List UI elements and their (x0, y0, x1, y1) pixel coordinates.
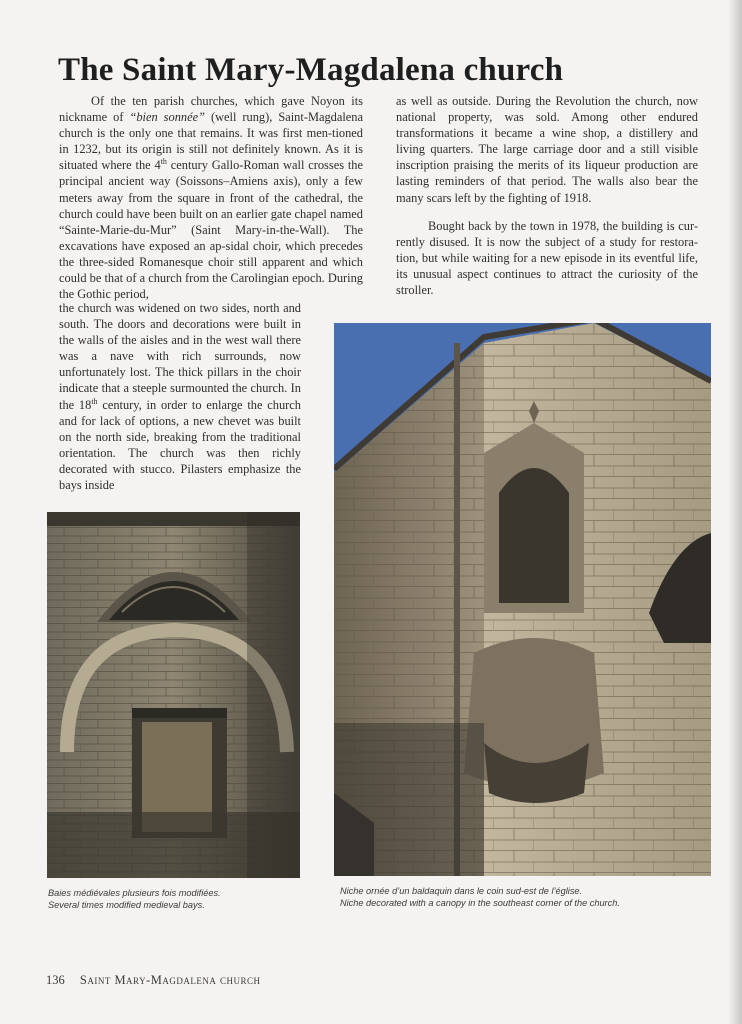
body-text-italic: “bien sonnée” (129, 110, 205, 125)
caption-right-french: Niche ornée d’un baldaquin dans le coin sud-est de l’église. (340, 886, 583, 896)
page-title: The Saint Mary-Magdalena church (58, 52, 564, 89)
caption-left-french: Baies médiévales plusieurs fois modifiées. (48, 888, 221, 898)
running-title: Saint Mary-Magdalena church (79, 973, 261, 987)
photo-niche-canopy-image (334, 323, 711, 876)
photo-medieval-bays-image (47, 512, 300, 878)
body-paragraph-col1-top (59, 93, 363, 302)
superscript: th (91, 396, 98, 406)
body-text: century Gallo-Roman wall crosses the principal ancient way (Soissons–Amiens axis), only a few meters away from the square in front of the cathedral, the church could have been built on an earlier gate chapel named “Sainte-Marie-du-Mur” (Saint Mary-in-the-Wall). The excavations have exposed an ap-sidal choir, which precedes the three-sided Romanesque choir still apparent and which could be that of a church from the Carolingian epoch. During the Gothic period, (59, 158, 363, 302)
body-text: the church was widened on two sides, north and south. The doors and decorations were built in the walls of the aisles and in the west wall there was a nave with rich surrounds, now unfortunately lost. The thick pillars in the choir indicate that a steeple surmounted the church. In the 18 (59, 301, 301, 412)
page-number: 136 (46, 973, 65, 987)
caption-left-english: Several times modified medieval bays. (48, 900, 205, 910)
body-paragraph-col2-second: Bought back by the town in 1978, the building is cur-rently disused. It is now the subject of a study for restora-tion, but while waiting for a new episode in its eventful life, its unusual aspect continues to attract the curiosity of the stroller. (396, 219, 698, 298)
page-edge-shadow (728, 0, 742, 1024)
body-paragraph-col1-bottom (59, 300, 301, 493)
page-footer (46, 973, 260, 988)
body-text: century, in order to enlarge the church and for lack of options, a new chevet was built on the north side, breaking from the traditional orientation. The church was then richly decorated with stucco. Pilasters emphasize the bays inside (59, 397, 301, 493)
superscript: th (160, 157, 167, 167)
body-paragraph-col2-continued: as well as outside. During the Revolution the church, now national property, was sold. Among other endured transformations it became a wine shop, a distillery and living quarters. The large carriage door and a still visible inscription praising the merits of its liqueur production are lasting reminders of that period. The walls also bear the many scars left by the fighting of 1918. (396, 94, 698, 205)
caption-left-photo (48, 887, 221, 911)
caption-right-english: Niche decorated with a canopy in the southeast corner of the church. (340, 898, 620, 908)
photo-niche-canopy (334, 323, 711, 876)
body-text: (well rung), Saint-Magdalena church is the only one that remains. It was first men-tioned in 1232, but its origin is still not definitely known. As it is situated where the 4 (59, 110, 363, 173)
photo-medieval-bays (47, 512, 300, 878)
caption-right-photo (340, 885, 620, 909)
body-text: Of the ten parish churches, which gave Noyon its nickname of (59, 94, 363, 125)
